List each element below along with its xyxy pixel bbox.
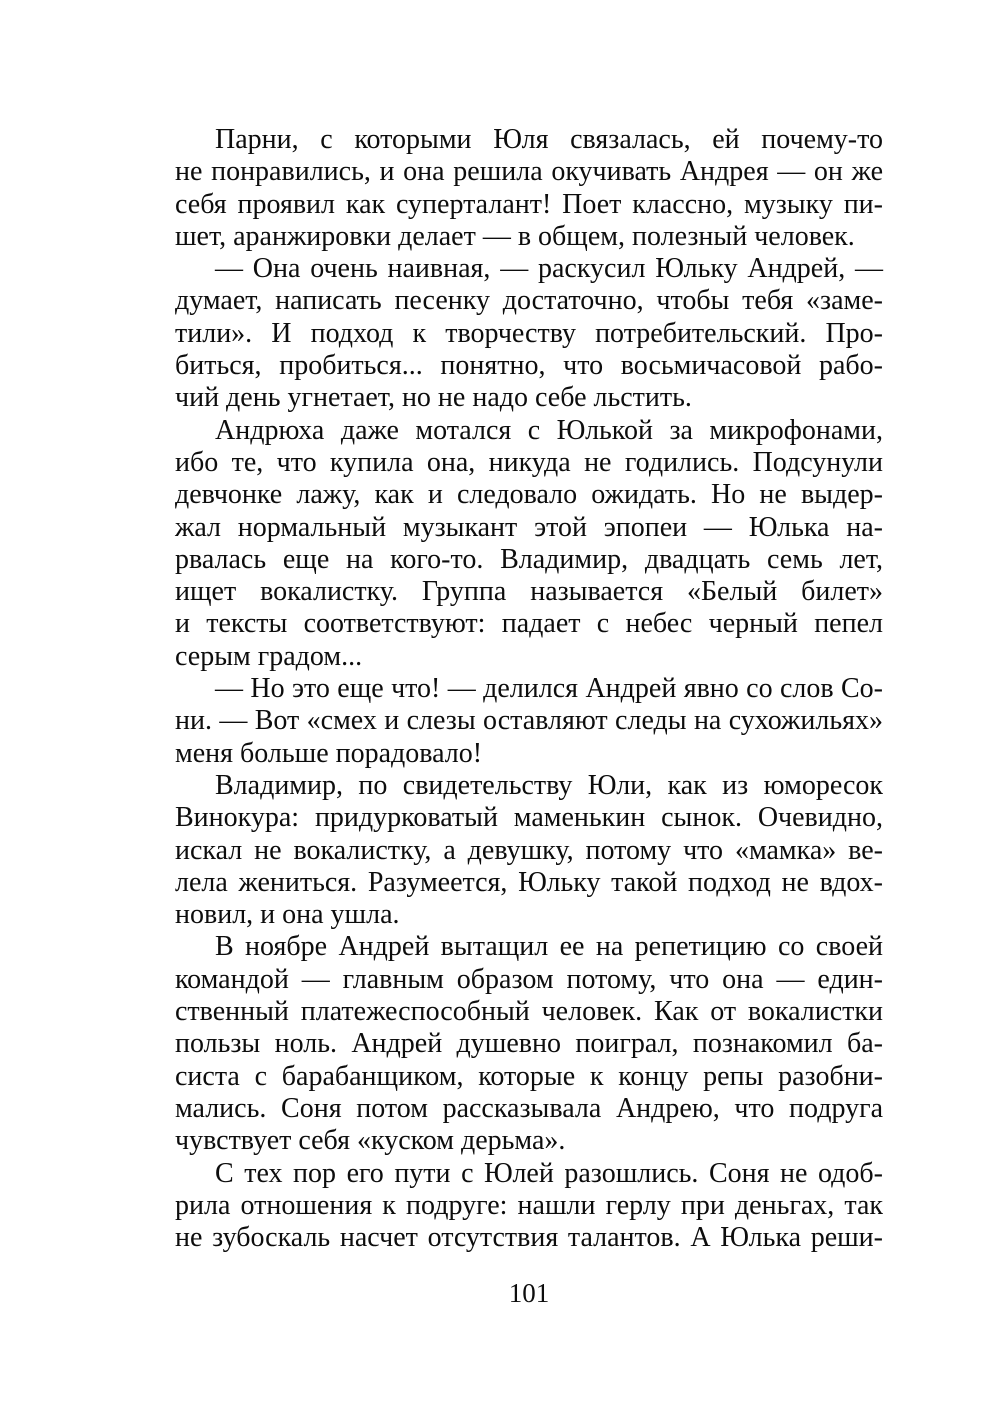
text-line: ни. — Вот «смех и слезы оставляют следы на сухожильях» <box>175 705 883 737</box>
text-line: Андрюха даже мотался с Юлькой за микрофонами, <box>215 414 883 446</box>
text-line: новил, и она ушла. <box>175 899 400 931</box>
paragraph <box>175 931 883 1157</box>
text-line: Винокура: придурковатый маменькин сынок. Очевидно, <box>175 802 883 834</box>
text-line: искал не вокалистку, а девушку, потому что «мамка» ве- <box>175 834 883 866</box>
text-line: чувствует себя «куском дерьма». <box>175 1125 566 1157</box>
text-line: — Но это еще что! — делился Андрей явно со слов Со- <box>215 673 883 705</box>
text-line: не понравились, и она решила окучивать Андрея — он же <box>175 156 883 188</box>
text-line: Парни, с которыми Юля связалась, ей почему-то <box>215 124 883 155</box>
text-line: не зубоскаль насчет отсутствия талантов. А Юлька реши- <box>175 1222 883 1254</box>
page-number: 101 <box>508 1278 550 1308</box>
text-line: систа с барабанщиком, которые к концу репы разобни- <box>175 1060 883 1092</box>
text-line: меня больше порадовало! <box>175 737 483 769</box>
paragraph <box>175 253 883 414</box>
paragraph <box>175 770 883 931</box>
text-line: и тексты соответствуют: падает с небес черный пепел <box>175 608 883 640</box>
text-line: В ноябре Андрей вытащил ее на репетицию со своей <box>215 931 883 963</box>
text-line: думает, написать песенку достаточно, чтобы тебя «заме- <box>175 285 883 317</box>
text-block <box>175 124 883 1254</box>
text-line: жал нормальный музыкант этой эпопеи — Юлька на- <box>175 511 883 543</box>
paragraph <box>175 124 883 253</box>
text-line: себя проявил как суперталант! Поет классно, музыку пи- <box>175 188 883 220</box>
text-line: девчонке лажу, как и следовало ожидать. Но не выдер- <box>175 479 883 511</box>
paragraph <box>175 415 883 673</box>
text-line: С тех пор его пути с Юлей разошлись. Соня не одоб- <box>215 1157 883 1189</box>
text-line: — Она очень наивная, — раскусил Юльку Андрей, — <box>215 253 883 285</box>
text-line: командой — главным образом потому, что она — един- <box>175 963 883 995</box>
paragraph <box>175 1158 883 1255</box>
text-line: мались. Соня потом рассказывала Андрею, что подруга <box>175 1092 883 1124</box>
text-line: биться, пробиться... понятно, что восьмичасовой рабо- <box>175 350 883 382</box>
text-line: ибо те, что купила она, никуда не годились. Подсунули <box>175 446 883 478</box>
text-line: Владимир, по свидетельству Юли, как из юморесок <box>215 769 883 801</box>
text-line: серым градом... <box>175 640 363 672</box>
text-line: рвалась еще на кого-то. Владимир, двадцать семь лет, <box>175 543 883 575</box>
text-line: ственный платежеспособный человек. Как от вокалистки <box>175 996 883 1028</box>
text-line: лела жениться. Разумеется, Юльку такой подход не вдох- <box>175 866 883 898</box>
text-line: ищет вокалистку. Группа называется «Белый билет» <box>175 576 883 608</box>
text-line: тили». И подход к творчеству потребительский. Про- <box>175 317 883 349</box>
paragraph <box>175 673 883 770</box>
text-line: рила отношения к подруге: нашли герлу при деньгах, так <box>175 1189 883 1221</box>
text-line: шет, аранжировки делает — в общем, полезный человек. <box>175 220 855 252</box>
text-line: пользы ноль. Андрей душевно поиграл, познакомил ба- <box>175 1028 883 1060</box>
text-line: чий день угнетает, но не надо себе льстить. <box>175 382 692 414</box>
